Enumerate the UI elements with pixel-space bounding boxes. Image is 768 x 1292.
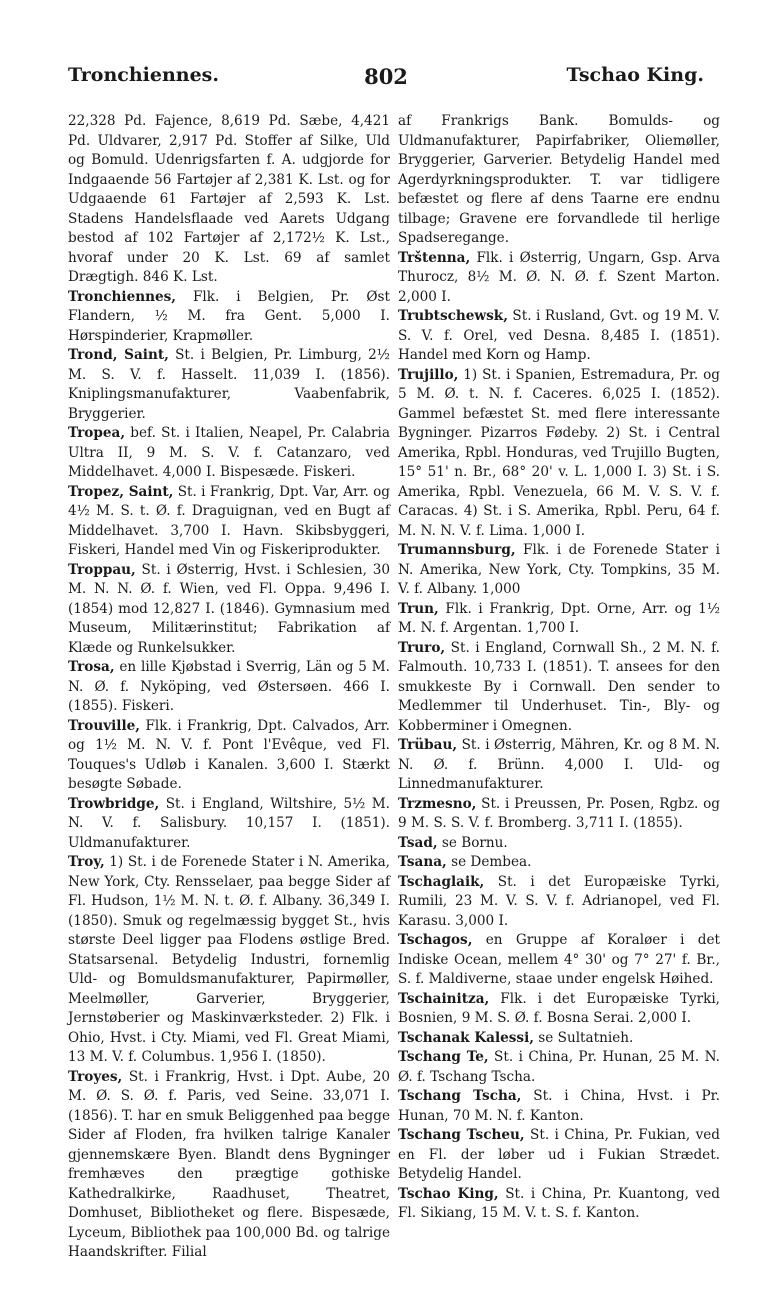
entry-headword: Tschaglaik, (398, 873, 485, 890)
dictionary-entry (398, 600, 720, 639)
entry-text: Flk. i Frankrig, Dpt. Orne, Arr. og 1½ M. N. f. Argentan. 1,700 I. (398, 600, 720, 636)
dictionary-entry (398, 1185, 720, 1224)
dictionary-entry (68, 483, 390, 561)
entry-text: St. i England, Wiltshire, 5½ M. N. V. f. Salisbury. 10,157 I. (1851). Uldmanufakturer. (68, 795, 390, 851)
entry-text: St. i det Europæiske Tyrki, Rumili, 23 M. V. S. V. f. Adrianopel, ved Fl. Karasu. 3,000 I. (398, 873, 720, 929)
entry-text: St. i Frankrig, Dpt. Var, Arr. og 4½ M. S. t. Ø. f. Draguignan, ved en Bugt af Middelhavet. 3,700 I. Havn. Skibsbyggeri, Fiskeri, Handel med Vin og Fiskeriprodukter. (68, 483, 390, 558)
dictionary-entry (398, 112, 720, 249)
entry-text: St. i China, Hvst. i Pr. Hunan, 70 M. N. f. Kanton. (398, 1088, 720, 1124)
entry-text: Flk. i Frankrig, Dpt. Calvados, Arr. og 1½ M. N. V. f. Pont l'Evêque, ved Fl. Touques's Udløb i Kanalen. 3,600 I. Stærkt besøgte Søbade. (68, 717, 390, 792)
dictionary-entry (398, 366, 720, 542)
dictionary-entry (398, 834, 720, 854)
entry-headword: Tschang Tscheu, (398, 1127, 525, 1143)
entry-text: St. i China, Pr. Kuantong, ved Fl. Sikiang, 15 M. V. t. S. f. Kanton. (398, 1185, 720, 1221)
dictionary-entry (398, 931, 720, 990)
entry-headword: Tropea, (68, 425, 126, 441)
entry-headword: Tschainitza, (398, 990, 490, 1007)
dictionary-entry (398, 990, 720, 1029)
dictionary-entry (68, 658, 390, 717)
entry-text: bef. St. i Italien, Neapel, Pr. Calabria Ultra II, 9 M. S. V. f. Catanzaro, ved Middelhavet. 4,000 I. Bispesæde. Fiskeri. (68, 425, 390, 480)
entry-text: se Sultatnieh. (533, 1029, 634, 1046)
entry-headword: Trzmesno, (398, 795, 477, 812)
entry-headword: Truro, (398, 639, 446, 656)
dictionary-entry (398, 853, 720, 873)
entry-text: St. i Østerrig, Hvst. i Schlesien, 30 M. N. N. Ø. f. Wien, ved Fl. Oppa. 9,496 I. (1854) mod 12,827 I. (1846). Gymnasium med Museum, Militærinstitut; Fabrikation af Klæde og Runkelsukker. (68, 561, 390, 656)
entry-text: St. i Rusland, Gvt. og 19 M. V. S. V. f. Orel, ved Desna. 8,485 I. (1851). Handel med Korn og Hamp. (398, 308, 720, 363)
dictionary-entry (398, 1087, 720, 1126)
dictionary-entry (398, 736, 720, 795)
entry-text: Flk. i Østerrig, Ungarn, Gsp. Arva Thurocz, 8½ M. Ø. N. Ø. f. Szent Marton. 2,000 I. (398, 249, 720, 305)
entry-headword: Tsana, (398, 854, 447, 870)
entry-headword: Tsad, (398, 834, 438, 851)
entry-headword: Tschao King, (398, 1185, 499, 1202)
dictionary-entry (398, 873, 720, 932)
entry-headword: Trübau, (398, 737, 458, 753)
page-header (68, 64, 704, 104)
entry-headword: Trun, (398, 600, 439, 617)
entry-headword: Trubtschewsk, (398, 308, 508, 324)
entry-text: Flk. i Belgien, Pr. Øst Flandern, ½ M. fra Gent. 5,000 I. Hørspinderier, Krapmøller. (68, 288, 390, 344)
dictionary-entry (68, 717, 390, 795)
header-last-entry: Tschao King. (566, 64, 704, 86)
entry-text: Flk. i det Europæiske Tyrki, Bosnien, 9 M. S. Ø. f. Bosna Serai. 2,000 I. (398, 990, 720, 1026)
entry-text: se Dembea. (446, 854, 532, 870)
dictionary-entry (398, 795, 720, 834)
entry-headword: Troppau, (68, 561, 136, 578)
entry-text: St. i Belgien, Pr. Limburg, 2½ M. S. V. f. Hasselt. 11,039 I. (1856). Kniplingsmanufakturer, Vaabenfabrik, Bryggerier. (68, 347, 390, 422)
entry-headword: Troyes, (68, 1068, 123, 1085)
entry-headword: Trštenna, (398, 249, 471, 266)
dictionary-entry (68, 561, 390, 659)
entry-text: 1) St. i Spanien, Estremadura, Pr. og 5 M. Ø. t. N. f. Caceres. 6,025 I. (1852). Gammel befæstet St. med flere interessante Bygninger. Pizarros Fødeby. 2) St. i Central Amerika, Rpbl. Honduras, ved Trujillo Bugten, 15° 51' n. Br., 68° 20' v. L. 1,000 I. 3) St. i S. Amerika, Rpbl. Venezuela, 66 M. V. S. V. f. Caracas. 4) St. i S. Amerika, Rpbl. Peru, 64 f. M. N. N. V. f. Lima. 1,000 I. (398, 366, 720, 539)
entry-text: St. i Preussen, Pr. Posen, Rgbz. og 9 M. S. S. V. f. Bromberg. 3,711 I. (1855). (398, 795, 720, 831)
entry-text: Flk. i de Forenede Stater i N. Amerika, New York, Cty. Tompkins, 35 M. V. f. Albany. 1,000 (398, 542, 720, 597)
header-first-entry: Tronchiennes. (68, 64, 219, 86)
dictionary-entry (398, 307, 720, 366)
entry-headword: Trouville, (68, 717, 141, 734)
dictionary-entry (68, 795, 390, 854)
dictionary-entry (68, 112, 390, 288)
dictionary-entry (398, 1048, 720, 1087)
entry-headword: Trujillo, (398, 366, 459, 383)
entry-text: en Gruppe af Koraløer i det Indiske Ocean, mellem 4° 30' og 7° 27' f. Br., S. f. Maldiverne, staae under engelsk Høihed. (398, 932, 720, 987)
entry-headword: Troy, (68, 854, 105, 870)
entry-text: St. i Frankrig, Hvst. i Dpt. Aube, 20 M. Ø. S. Ø. f. Paris, ved Seine. 33,071 I. (1856). T. har en smuk Beliggenhed paa begge Sider af Floden, fra hvilken talrige Kanaler gjennemskære Byen. Blandt dens Bygninger fremhæves den prægtige gothiske Kathedralkirke, Raadhuset, Theatret, Domhuset, Bibliotheket og flere. Bispesæde, Lyceum, Bibliothek paa 100,000 Bd. og talrige Haandskrifter. Filial (68, 1068, 390, 1260)
entry-text: St. i China, Pr. Hunan, 25 M. N. Ø. f. Tschang Tscha. (398, 1049, 720, 1085)
dictionary-entry (68, 346, 390, 424)
entry-text: 22,328 Pd. Fajence, 8,619 Pd. Sæbe, 4,421 Pd. Uldvarer, 2,917 Pd. Stoffer af Silke, Uld og Bomuld. Udenrigsfarten f. A. udgjorde for Indgaaende 56 Fartøjer af 2,381 K. Lst. og for Udgaaende 61 Fartøjer af 2,593 K. Lst. Stadens Handelsflaade ved Aarets Udgang bestod af 102 Fartøjer af 2,172½ K. Lst., hvoraf under 20 K. Lst. 69 af samlet Drægtigh. 846 K. Lst. (68, 113, 390, 285)
entry-text: se Bornu. (437, 834, 508, 851)
entry-text: St. i China, Pr. Fukian, ved en Fl. der løber ud i Fukian Strædet. Betydelig Handel. (398, 1127, 721, 1182)
dictionary-entry (398, 541, 720, 600)
dictionary-entry (68, 1068, 390, 1263)
entry-text: af Frankrigs Bank. Bomulds- og Uldmanufakturer, Papirfabriker, Oliemøller, Bryggerier, Garverier. Betydelig Handel med Agerdyrkningsprodukter. T. var tidligere befæstet og flere af dens Taarne ere endnu tilbage; Gravene ere forvandlede til herlige Spadseregange. (398, 113, 720, 246)
entry-headword: Tschang Te, (398, 1049, 489, 1065)
left-column (68, 112, 390, 1263)
entry-headword: Trond, Saint, (68, 347, 169, 363)
entry-headword: Tropez, Saint, (68, 483, 174, 500)
entry-headword: Trumannsburg, (398, 542, 516, 558)
dictionary-entry (68, 424, 390, 483)
dictionary-entry (398, 1029, 720, 1049)
dictionary-entry (398, 639, 720, 737)
entry-headword: Tschanak Kalessi, (398, 1029, 534, 1046)
dictionary-entry (398, 249, 720, 308)
right-column (398, 112, 720, 1224)
entry-text: St. i England, Cornwall Sh., 2 M. N. f. Falmouth. 10,733 I. (1851). T. ansees for den smukkeste By i Cornwall. Den sender to Medlemmer til Underhuset. Tin-, Bly- og Kobberminer i Omegnen. (398, 639, 720, 734)
entry-headword: Tronchiennes, (68, 288, 177, 305)
entry-text: St. i Østerrig, Mähren, Kr. og 8 M. N. N. Ø. f. Brünn. 4,000 I. Uld- og Linnedmanufakturer. (398, 737, 720, 792)
dictionary-entry (68, 853, 390, 1068)
entry-headword: Trosa, (68, 659, 115, 675)
entry-text: en lille Kjøbstad i Sverrig, Län og 5 M. N. Ø. f. Nyköping, ved Østersøen. 466 I. (1855). Fiskeri. (68, 659, 390, 714)
page-number: 802 (364, 64, 408, 89)
entry-text: 1) St. i de Forenede Stater i N. Amerika, New York, Cty. Rensselaer, paa begge Sider af Fl. Hudson, 1½ M. N. t. Ø. f. Albany. 36,349 I. (1850). Smuk og regelmæssig bygget St., hvis største Deel ligger paa Flodens østlige Bred. Statsarsenal. Betydelig Industri, fornemlig Uld- og Bomuldsmanufakturer, Papirmøller, Meelmøller, Garverier, Bryggerier, Jernstøberier og Maskinværksteder. 2) Flk. i Ohio, Hvst. i Cty. Miami, ved Fl. Great Miami, 13 M. V. f. Columbus. 1,956 I. (1850). (68, 854, 390, 1065)
dictionary-entry (398, 1126, 720, 1185)
entry-headword: Tschang Tscha, (398, 1088, 522, 1104)
entry-headword: Tschagos, (398, 932, 473, 948)
dictionary-entry (68, 288, 390, 347)
entry-headword: Trowbridge, (68, 795, 160, 812)
